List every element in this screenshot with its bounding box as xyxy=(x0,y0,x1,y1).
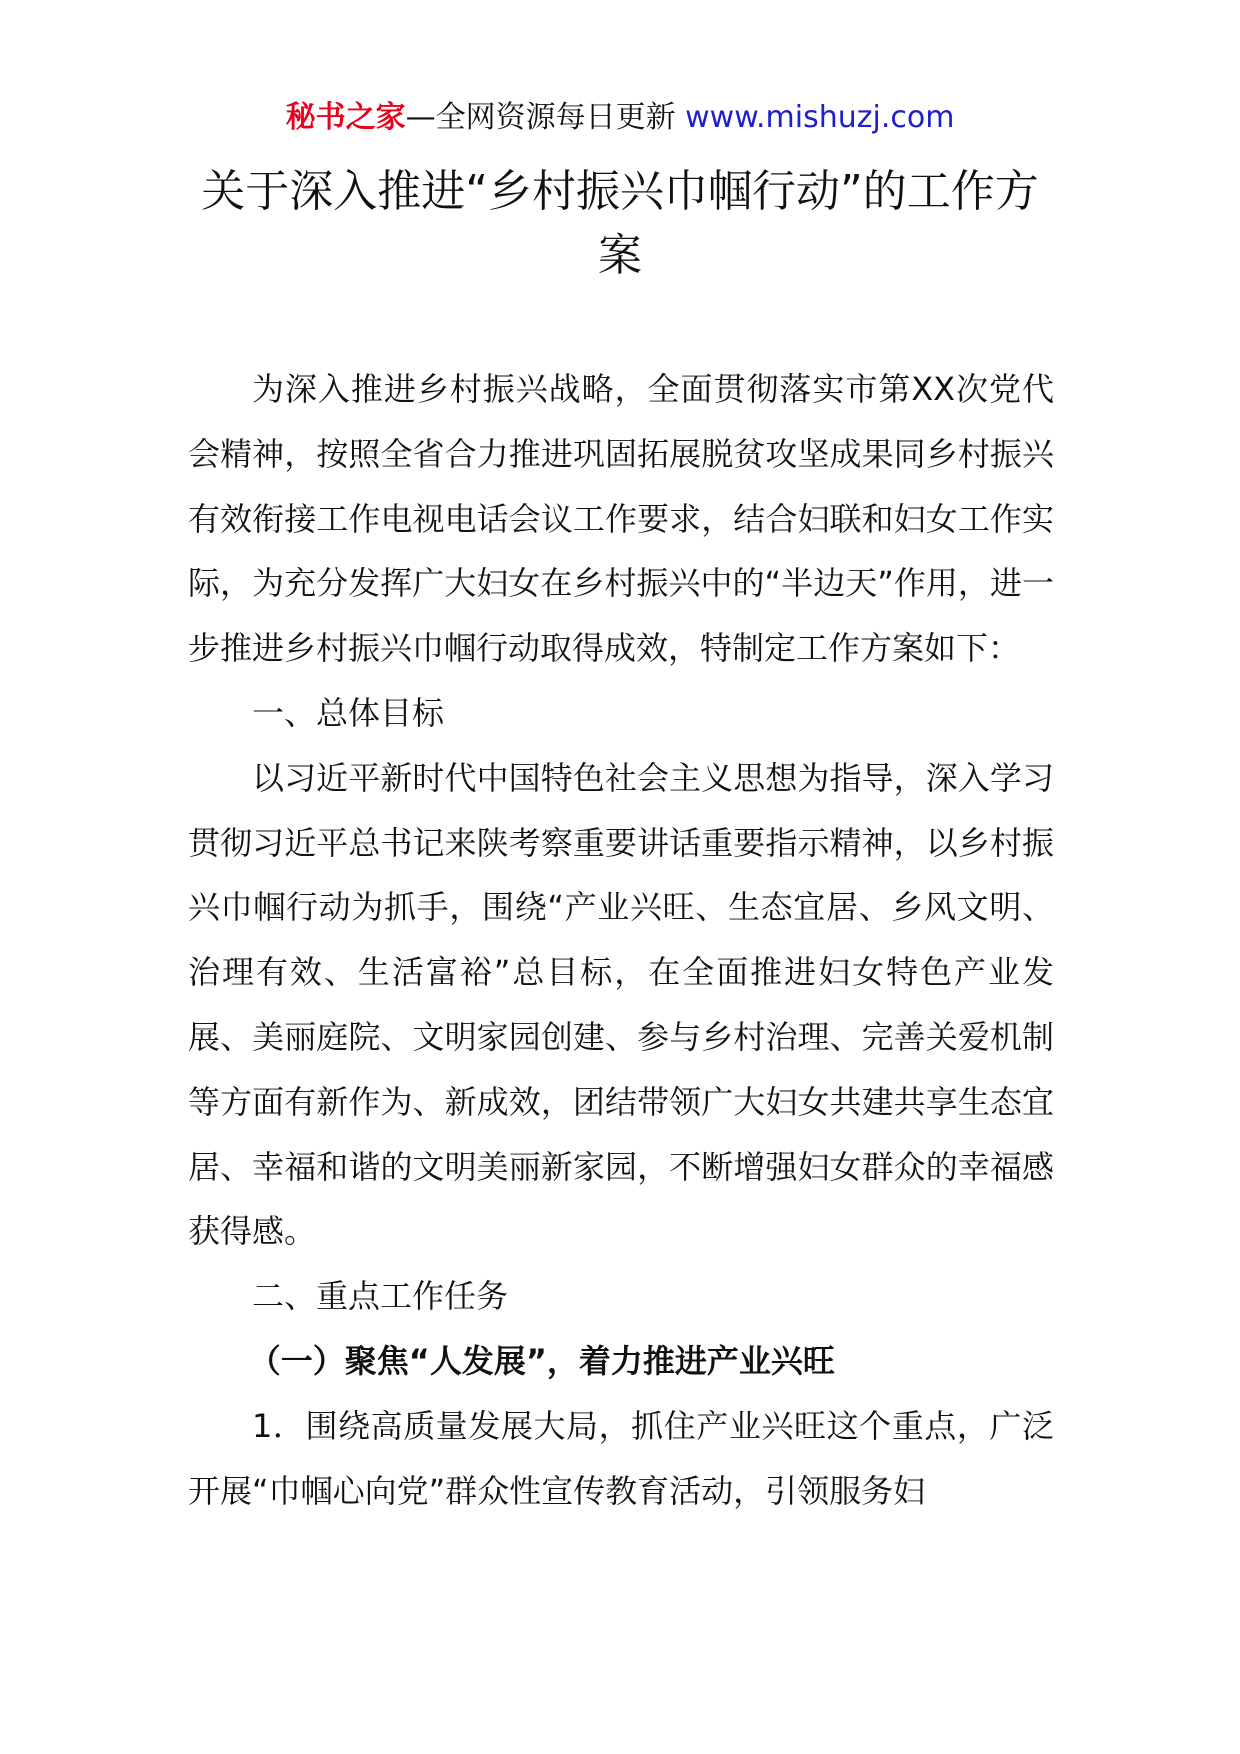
document-body xyxy=(188,357,1054,1523)
intro-paragraph: 为深入推进乡村振兴战略，全面贯彻落实市第XX次党代会精神，按照全省合力推进巩固拓展脱贫攻坚成果同乡村振兴有效衔接工作电视电话会议工作要求，结合妇联和妇女工作实际，为充分发挥广大妇女在乡村振兴中的“半边天”作用，进一步推进乡村振兴巾帼行动取得成效，特制定工作方案如下： xyxy=(188,370,1054,668)
task-paragraph-1: 1．围绕高质量发展大局，抓住产业兴旺这个重点，广泛开展“巾帼心向党”群众性宣传教育活动，引领服务妇 xyxy=(188,1406,1054,1510)
banner-brand: 秘书之家 xyxy=(285,100,406,135)
banner-tagline: —全网资源每日更新 xyxy=(405,100,686,135)
banner-url: www.mishuzj.com xyxy=(685,100,955,135)
section-heading-goals: 一、总体目标 xyxy=(252,693,445,732)
subsection-heading-1: （一）聚焦“人发展”，着力推进产业兴旺 xyxy=(248,1341,835,1380)
goals-paragraph: 以习近平新时代中国特色社会主义思想为指导，深入学习贯彻习近平总书记来陕考察重要讲话重要指示精神，以乡村振兴巾帼行动为抓手，围绕“产业兴旺、生态宜居、乡风文明、治理有效、生活富裕”总目标，在全面推进妇女特色产业发展、美丽庭院、文明家园创建、参与乡村治理、完善关爱机制等方面有新作为、新成效，团结带领广大妇女共建共享生态宜居、幸福和谐的文明美丽新家园，不断增强妇女群众的幸福感获得感。 xyxy=(188,758,1054,1251)
watermark-banner xyxy=(0,98,1240,138)
section-heading-tasks: 二、重点工作任务 xyxy=(252,1277,509,1316)
document-title: 关于深入推进“乡村振兴巾帼行动”的工作方案 xyxy=(201,166,1039,281)
